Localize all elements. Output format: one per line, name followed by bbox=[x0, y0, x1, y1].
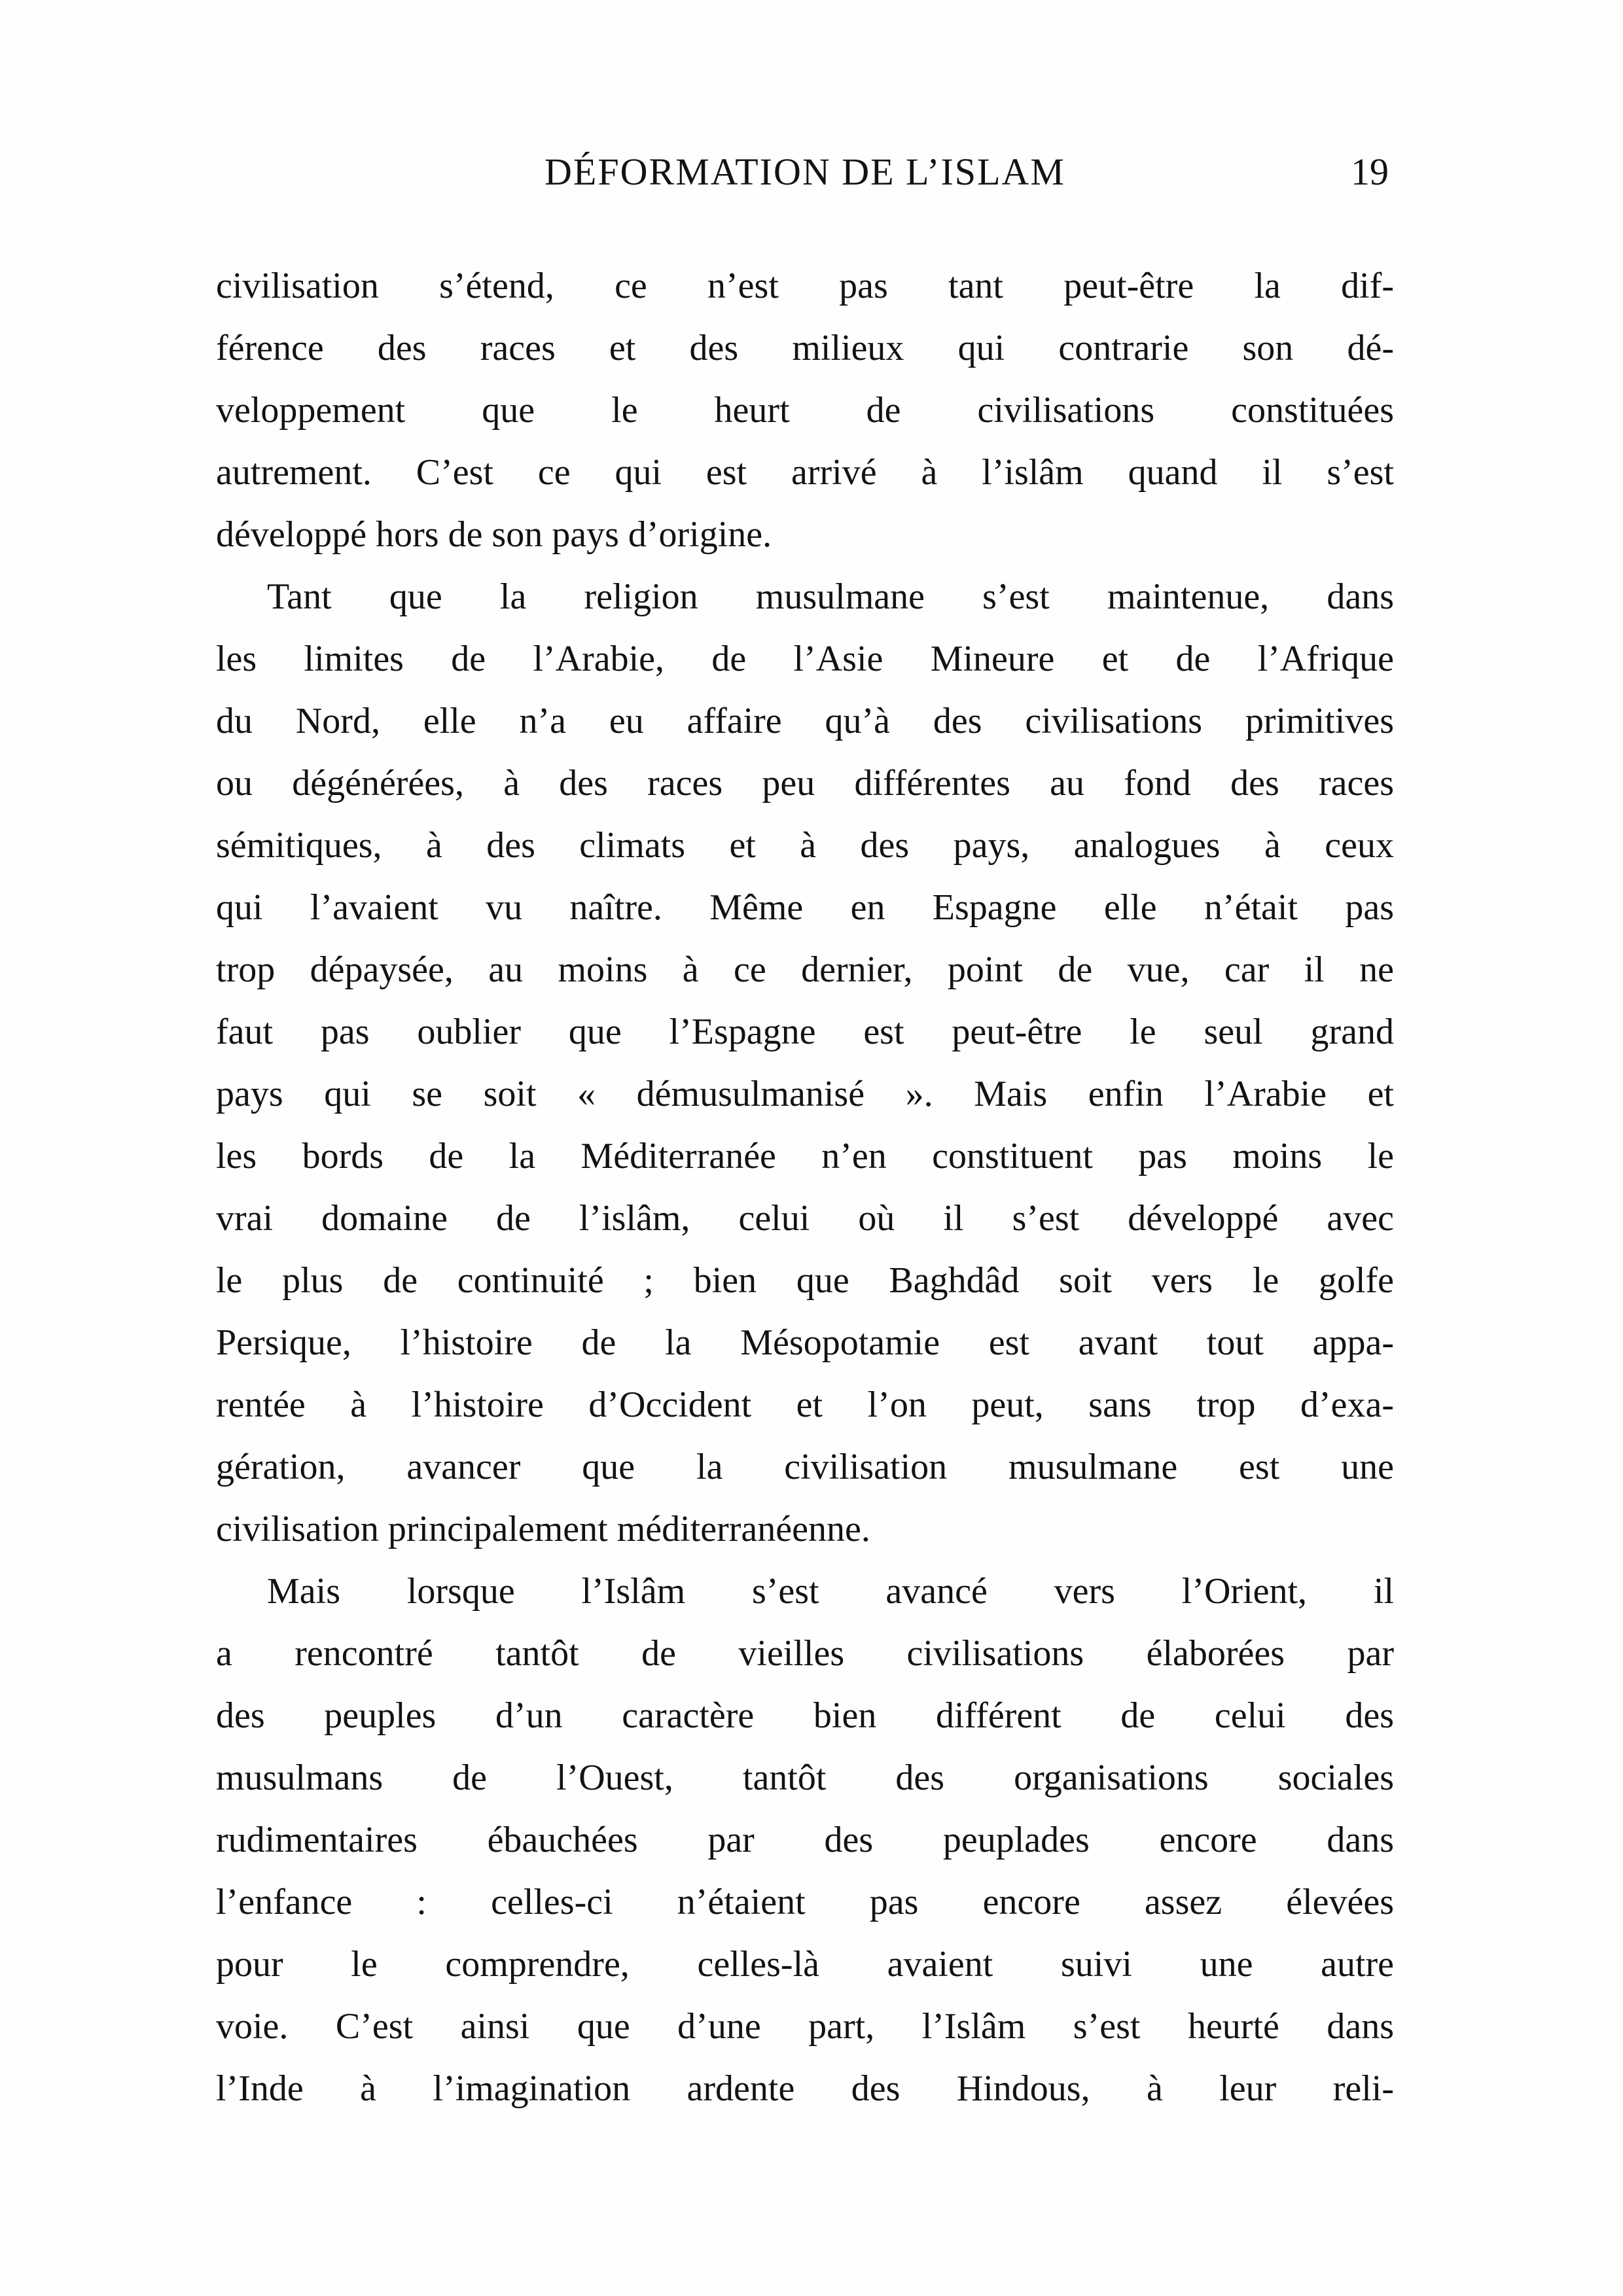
page-body bbox=[216, 255, 1394, 2120]
text-line: le plus de continuité ; bien que Baghdâd soit vers le golfe bbox=[216, 1260, 1394, 1301]
text-line: autrement. C’est ce qui est arrivé à l’islâm quand il s’est bbox=[216, 452, 1394, 493]
text-line: musulmans de l’Ouest, tantôt des organisations sociales bbox=[216, 1757, 1394, 1798]
text-line: les bords de la Méditerranée n’en constituent pas moins le bbox=[216, 1136, 1394, 1176]
text-line: vrai domaine de l’islâm, celui où il s’est développé avec bbox=[216, 1198, 1394, 1239]
text-line: trop dépaysée, au moins à ce dernier, point de vue, car il ne bbox=[216, 949, 1394, 990]
text-line: ou dégénérées, à des races peu différentes au fond des races bbox=[216, 763, 1394, 804]
text-line: rentée à l’histoire d’Occident et l’on peut, sans trop d’exa- bbox=[216, 1385, 1394, 1425]
paragraph bbox=[216, 1561, 1394, 2120]
text-line: les limites de l’Arabie, de l’Asie Mineure et de l’Afrique bbox=[216, 639, 1394, 679]
text-line: rudimentaires ébauchées par des peuplades encore dans bbox=[216, 1820, 1394, 1860]
paragraph bbox=[216, 566, 1394, 1561]
text-line: pays qui se soit « démusulmanisé ». Mais enfin l’Arabie et bbox=[216, 1074, 1394, 1114]
paragraph bbox=[216, 255, 1394, 566]
text-line: Persique, l’histoire de la Mésopotamie est avant tout appa- bbox=[216, 1322, 1394, 1363]
text-line: Mais lorsque l’Islâm s’est avancé vers l’Orient, il bbox=[267, 1571, 1394, 1612]
text-line: Tant que la religion musulmane s’est maintenue, dans bbox=[267, 576, 1394, 617]
page-number: 19 bbox=[1351, 150, 1389, 193]
text-line: férence des races et des milieux qui contrarie son dé- bbox=[216, 328, 1394, 368]
text-line: a rencontré tantôt de vieilles civilisations élaborées par bbox=[216, 1633, 1394, 1674]
text-line: du Nord, elle n’a eu affaire qu’à des civilisations primitives bbox=[216, 701, 1394, 741]
text-line: sémitiques, à des climats et à des pays, analogues à ceux bbox=[216, 825, 1394, 866]
text-line: pour le comprendre, celles-là avaient suivi une autre bbox=[216, 1944, 1394, 1985]
text-line: faut pas oublier que l’Espagne est peut-être le seul grand bbox=[216, 1012, 1394, 1052]
text-line: l’enfance : celles-ci n’étaient pas encore assez élevées bbox=[216, 1882, 1394, 1922]
text-line: veloppement que le heurt de civilisations constituées bbox=[216, 390, 1394, 431]
page-content bbox=[216, 149, 1394, 2120]
text-line: développé hors de son pays d’origine. bbox=[216, 514, 772, 555]
text-line: voie. C’est ainsi que d’une part, l’Islâm s’est heurté dans bbox=[216, 2006, 1394, 2047]
text-line: civilisation principalement méditerranéenne. bbox=[216, 1509, 870, 1549]
text-line: qui l’avaient vu naître. Même en Espagne elle n’était pas bbox=[216, 887, 1394, 928]
text-line: l’Inde à l’imagination ardente des Hindous, à leur reli- bbox=[216, 2068, 1394, 2109]
text-line: civilisation s’étend, ce n’est pas tant peut-être la dif- bbox=[216, 266, 1394, 306]
running-header bbox=[216, 149, 1394, 195]
running-header-title: DÉFORMATION DE L’ISLAM bbox=[544, 150, 1065, 193]
text-line: des peuples d’un caractère bien différent de celui des bbox=[216, 1695, 1394, 1736]
text-line: gération, avancer que la civilisation musulmane est une bbox=[216, 1447, 1394, 1487]
